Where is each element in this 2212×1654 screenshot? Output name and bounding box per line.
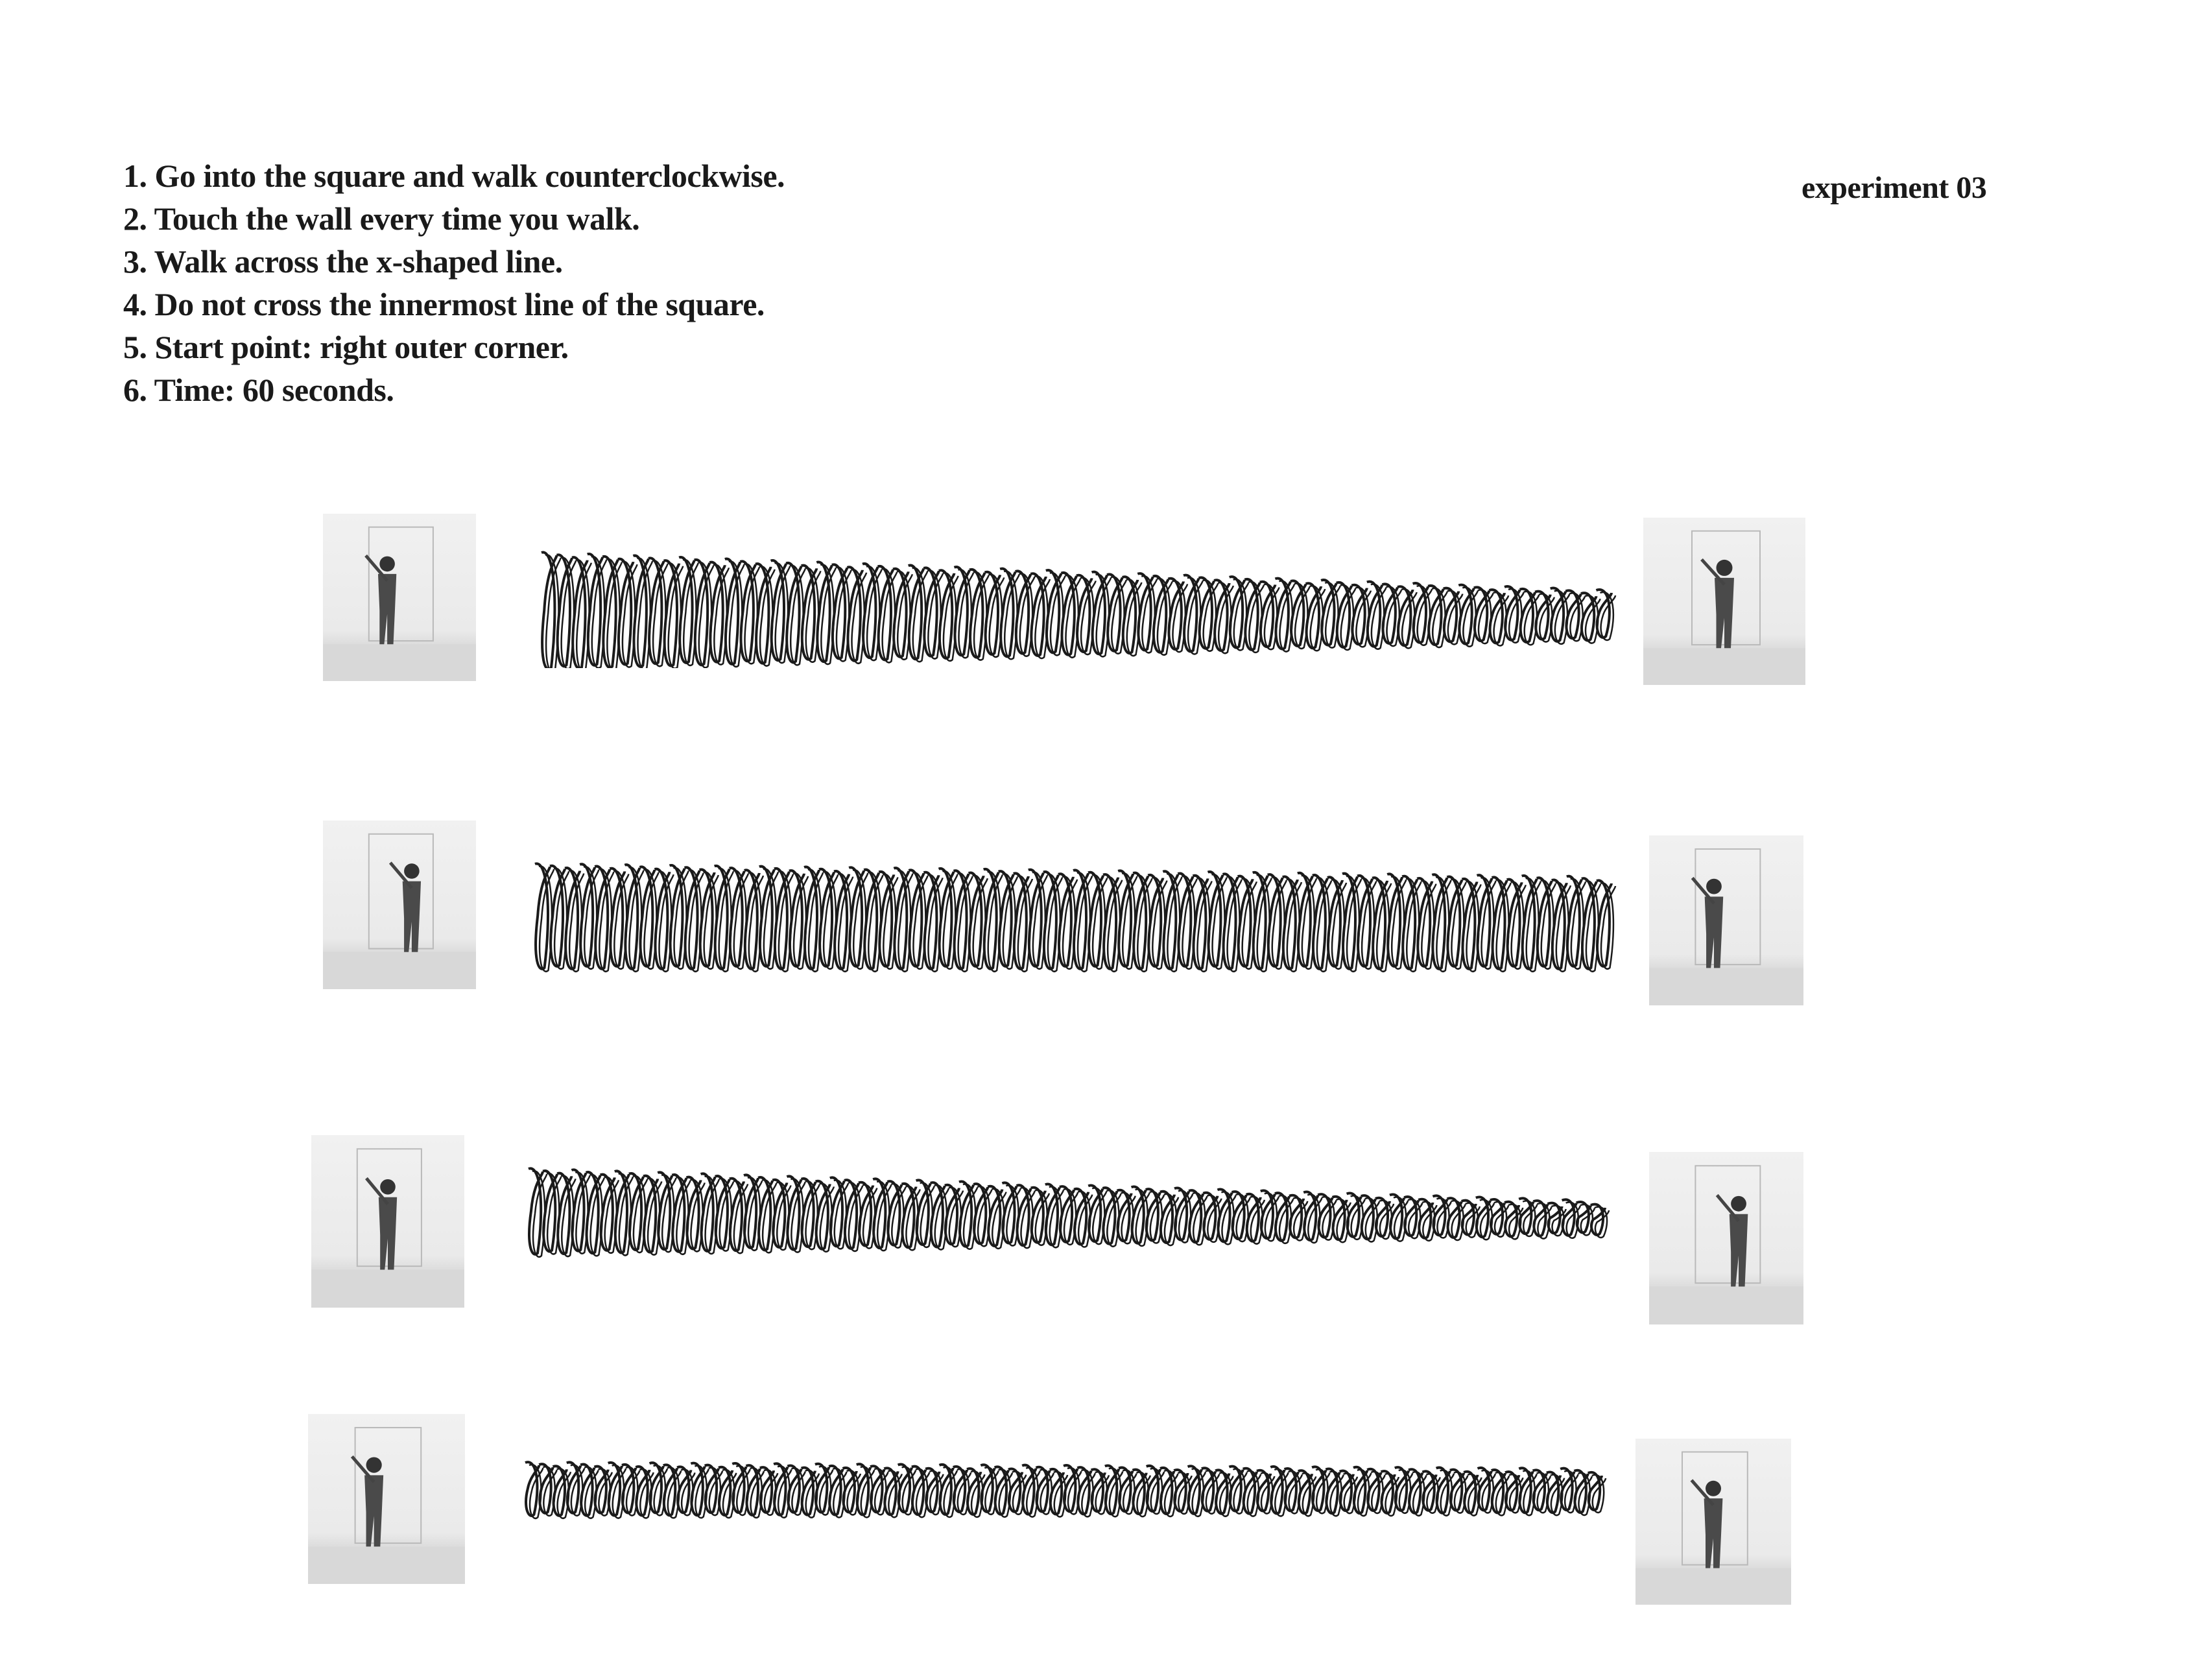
instruction-3: 3. Walk across the x-shaped line. [123,243,563,280]
instruction-4: 4. Do not cross the innermost line of the square. [123,286,765,322]
photo-row2-end [1649,835,1803,1005]
walk-trail-drawing [516,1156,1618,1260]
photo-row4-start [308,1414,465,1584]
instruction-2: 2. Touch the wall every time you walk. [123,200,640,237]
trail-loops-overlay [532,1171,1609,1256]
photo-drawing [1649,1152,1803,1324]
photo-row4-end [1635,1439,1791,1605]
walk-trail-row1 [529,545,1624,668]
instruction-5: 5. Start point: right outer corner. [123,329,569,365]
walk-trail-drawing [522,851,1624,974]
photo-drawing [323,821,476,989]
walk-trail-row2 [522,851,1624,974]
walk-trail-row4 [512,1450,1615,1528]
instruction-1: 1. Go into the square and walk counterclockwise. [123,158,785,194]
experiment-title: experiment 03 [1802,171,1987,205]
photo-drawing [1635,1439,1791,1605]
photo-drawing [1643,518,1805,685]
photo-row2-start [323,821,476,989]
photo-drawing [323,514,476,681]
photo-row1-end [1643,518,1805,685]
walk-trail-drawing [512,1450,1615,1528]
photo-drawing [308,1414,465,1584]
photo-row3-end [1649,1152,1803,1324]
instruction-list [123,154,785,411]
photo-row1-start [323,514,476,681]
photo-row3-start [311,1135,464,1308]
photo-drawing [311,1135,464,1308]
photo-drawing [1649,835,1803,1005]
walk-trail-row3 [516,1156,1618,1260]
instruction-6: 6. Time: 60 seconds. [123,372,394,408]
walk-trail-drawing [529,545,1624,668]
